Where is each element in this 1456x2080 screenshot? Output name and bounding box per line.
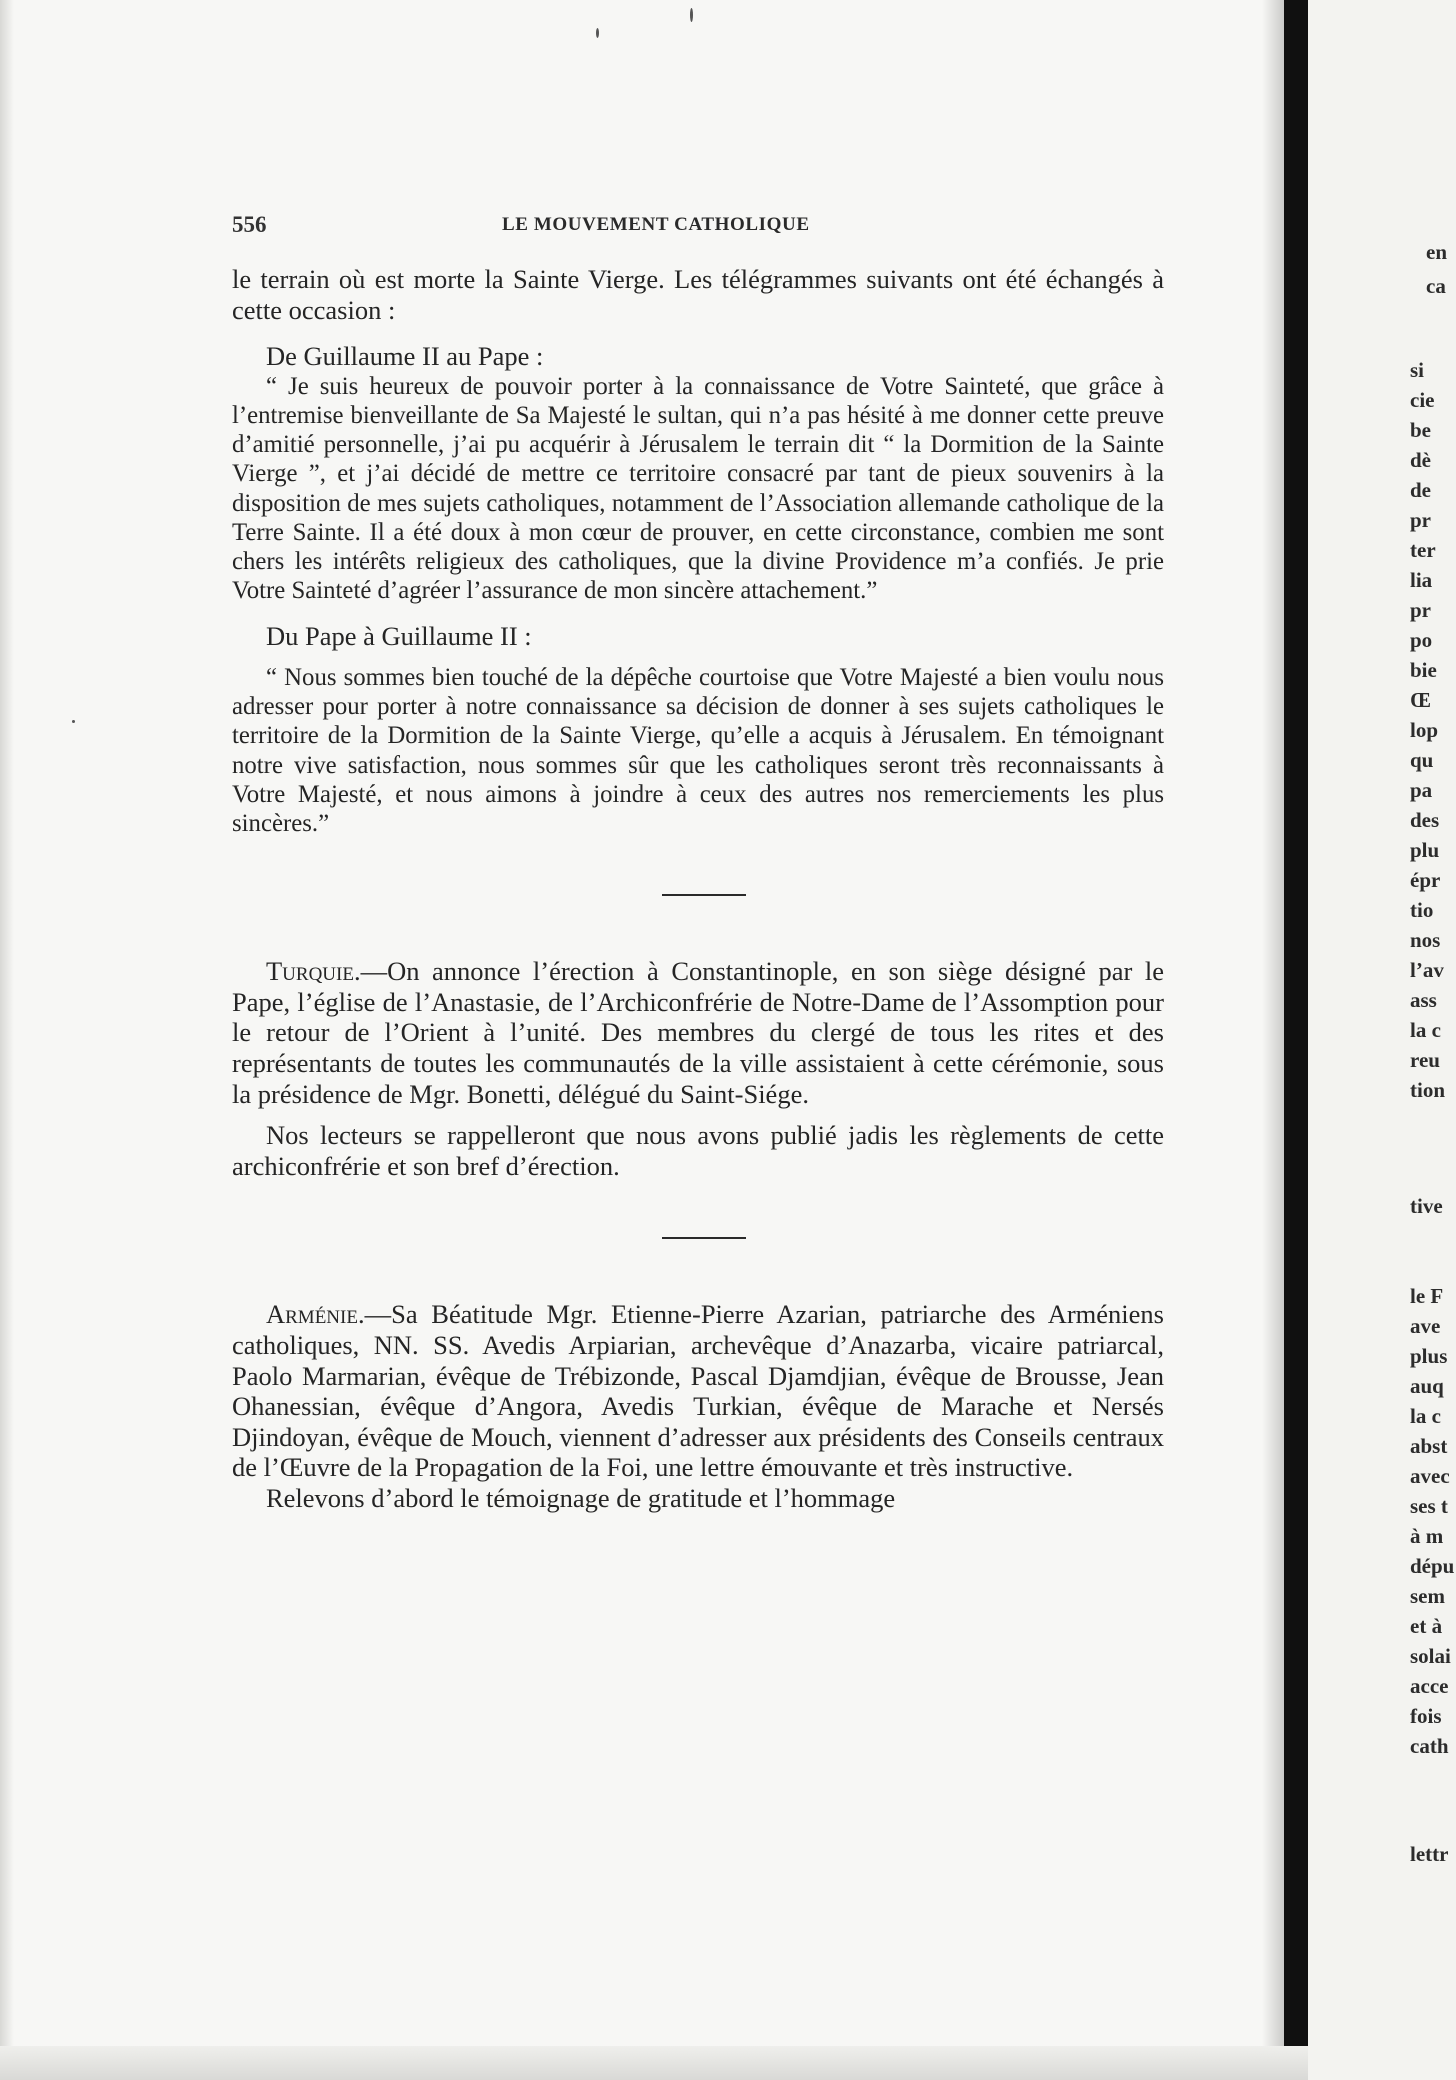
facing-line: dépu — [1410, 1554, 1455, 1578]
gutter-shadow — [1262, 0, 1284, 2080]
facing-line: en — [1426, 240, 1447, 264]
facing-line: lia — [1410, 568, 1433, 592]
facing-line: avec — [1410, 1464, 1450, 1488]
telegram-2-heading: Du Pape à Guillaume II : — [266, 621, 532, 652]
facing-line: plu — [1410, 838, 1440, 862]
facing-line: ca — [1426, 274, 1446, 298]
armenie-label: Arménie. — [266, 1299, 365, 1330]
facing-line: be — [1410, 418, 1431, 442]
facing-line: Œ — [1410, 688, 1431, 712]
facing-line: dè — [1410, 448, 1431, 472]
turquie-note: Nos lecteurs se rappelleront que nous avons publié jadis les règlements de cette archiconfrérie et son bref d’érection. — [232, 1120, 1164, 1181]
facing-line: sem — [1410, 1584, 1445, 1608]
facing-line: ter — [1410, 538, 1436, 562]
facing-line: tive — [1410, 1194, 1443, 1218]
facing-line: des — [1410, 808, 1440, 832]
running-head — [232, 212, 1172, 242]
facing-line: cie — [1410, 388, 1435, 412]
facing-line: à m — [1410, 1524, 1444, 1548]
facing-line: lop — [1410, 718, 1439, 742]
facing-line: abst — [1410, 1434, 1448, 1458]
facing-line: plus — [1410, 1344, 1448, 1368]
telegram-1-text: “ Je suis heureux de pouvoir porter à la connaissance de Votre Sainteté, que grâce à l’entremise bienveillante de Sa Majesté le sultan, qui n’a pas hésité à me donner cette preuve d’amitié personnelle, j’ai pu acquérir à Jérusalem le terrain dit “ la Dormition de la Sainte Vierge ”, et j’ai décidé de mettre ce territoire consacré par tant de pieux souvenirs à la disposition de mes sujets catholiques, notamment de l’Association allemande catholique de la Terre Sainte. Il a été doux à mon cœur de prouver, en cette circonstance, combien me sont chers les intérêts religieux des catholiques, que la divine Providence m’a confiés. Je prie Votre Sainteté d’agréer l’assurance de mon sincère attachement.” — [232, 372, 1164, 605]
facing-line: pr — [1410, 598, 1431, 622]
page-number: 556 — [232, 212, 267, 237]
facing-line: bie — [1410, 658, 1437, 682]
facing-line: cath — [1410, 1734, 1449, 1758]
facing-line: reu — [1410, 1048, 1440, 1072]
book-gutter — [1284, 0, 1308, 2080]
dust-speck — [690, 8, 693, 22]
section-separator — [232, 1181, 1164, 1299]
facing-line: de — [1410, 478, 1431, 502]
telegram-2-text: “ Nous sommes bien touché de la dépêche courtoise que Votre Majesté a bien voulu nous adresser pour porter à notre connaissance sa décision de donner à ses sujets catholiques le territoire de la Dormition de la Sainte Vierge, qu’elle a acquis à Jérusalem. En témoignant notre vive satisfaction, nous sommes sûr que les catholiques seront très reconnaissants à Votre Majesté, et nous aimons à joindre à ceux des autres nos remerciements les plus sincères.” — [232, 664, 1164, 838]
facing-line: et à — [1410, 1614, 1443, 1638]
separator-rule — [662, 1237, 746, 1239]
armenie-text: —Sa Béatitude Mgr. Etienne-Pierre Azarian, patriarche des Arméniens catholiques, NN. SS. Avedis Arpiarian, archevêque d’Anazarba, vicaire patriarcal, Paolo Marmarian, évêque de Trébizonde, Pascal Djamdjian, évêque de Brousse, Jean Ohanessian, évêque d’Angora, Avedis Turkian, évêque de Marache et Nersés Djindoyan, évêque de Mouch, viennent d’adresser aux présidents des Conseils centraux de l’Œuvre de la Propagation de la Foi, une lettre émouvante et très instructive. — [232, 1299, 1164, 1483]
facing-line: la c — [1410, 1404, 1441, 1428]
facing-line: solai — [1410, 1644, 1451, 1668]
facing-line: ass — [1410, 988, 1437, 1012]
facing-line: qu — [1410, 748, 1434, 772]
armenie-continuation: Relevons d’abord le témoignage de gratitude et l’hommage — [266, 1482, 896, 1513]
facing-line: tion — [1410, 1078, 1446, 1102]
facing-line: l’av — [1410, 958, 1444, 982]
section-separator — [232, 838, 1164, 956]
turquie-text: —On annonce l’érection à Constantinople, en son siège désigné par le Pape, l’église de l’Anastasie, de l’Archiconfrérie de Notre-Dame de l’Assomption pour le retour de l’Orient à l’unité. Des membres du clergé de tous les rites et des représentants de toutes les communautés de la ville assistaient à cette cérémonie, sous la présidence de Mgr. Bonetti, délégué du Saint-Siége. — [232, 956, 1164, 1109]
facing-line: la c — [1410, 1018, 1441, 1042]
facing-line: lettr — [1410, 1842, 1449, 1866]
facing-line: tio — [1410, 898, 1434, 922]
facing-line: ses t — [1410, 1494, 1448, 1518]
dust-speck — [72, 720, 75, 723]
separator-rule — [662, 894, 746, 896]
facing-line: pr — [1410, 508, 1431, 532]
facing-line: nos — [1410, 928, 1441, 952]
telegram-1-heading: De Guillaume II au Pape : — [266, 341, 544, 372]
scan-bottom-edge — [0, 2046, 1456, 2080]
running-title: LE MOUVEMENT CATHOLIQUE — [502, 214, 810, 235]
dust-speck — [596, 28, 599, 38]
facing-page-edge — [1308, 0, 1456, 2080]
opening-paragraph: le terrain où est morte la Sainte Vierge. Les télégrammes suivants ont été échangés à cette occasion : — [232, 264, 1164, 325]
armenie-paragraph — [232, 1299, 1164, 1483]
facing-line: fois — [1410, 1704, 1442, 1728]
facing-line: auq — [1410, 1374, 1444, 1398]
facing-line: épr — [1410, 868, 1441, 892]
facing-line: le F — [1410, 1284, 1444, 1308]
page-body — [232, 264, 1164, 1514]
scan-edge-left — [0, 0, 14, 2080]
turquie-label: Turquie. — [266, 956, 361, 987]
facing-line: pa — [1410, 778, 1433, 802]
facing-line: po — [1410, 628, 1433, 652]
facing-line: si — [1410, 358, 1425, 382]
facing-line: ave — [1410, 1314, 1441, 1338]
turquie-paragraph — [232, 956, 1164, 1109]
facing-line: acce — [1410, 1674, 1449, 1698]
